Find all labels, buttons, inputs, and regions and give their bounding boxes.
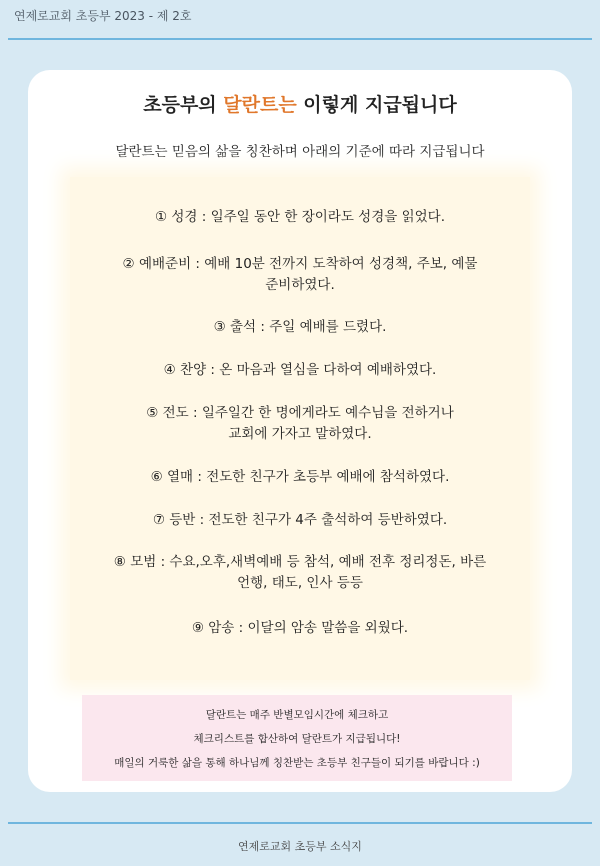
content-card <box>28 70 572 792</box>
criterion-example <box>70 552 530 594</box>
note-line: 달란트는 매주 반별모임시간에 체크하고 <box>205 709 389 721</box>
criterion-line: ① 성경 : 일주일 동안 한 장이라도 성경을 읽었다. <box>154 209 445 225</box>
criterion-line: ⑥ 열매 : 전도한 친구가 초등부 예배에 참석하였다. <box>150 469 450 485</box>
criterion-fruit <box>70 467 530 488</box>
title-prefix: 초등부의 <box>143 94 224 116</box>
criterion-praise <box>70 360 530 381</box>
criterion-evangelism <box>70 403 530 445</box>
criterion-line: ⑧ 모범 : 수요,오후,새벽예배 등 참석, 예배 전후 정리정돈, 바른 <box>113 554 487 570</box>
criterion-registration <box>70 510 530 531</box>
footer-text: 연제로교회 초등부 소식지 <box>238 840 362 853</box>
criterion-line: ⑨ 암송 : 이달의 암송 말씀을 외웠다. <box>191 620 409 636</box>
note-line: 체크리스트를 합산하여 달란트가 지급됩니다! <box>193 733 401 745</box>
title-highlight: 달란트는 <box>223 94 297 116</box>
criterion-line: ⑦ 등반 : 전도한 친구가 4주 출석하여 등반하였다. <box>152 512 448 528</box>
criterion-line: 언행, 태도, 인사 등등 <box>237 575 363 591</box>
note-line: 매일의 거룩한 삶을 통해 하나님께 칭찬받는 초등부 친구들이 되기를 바랍니다 :) <box>114 757 480 769</box>
footer-divider <box>8 822 592 824</box>
page-subtitle: 달란트는 믿음의 삶을 칭찬하며 아래의 기준에 따라 지급됩니다 <box>115 144 485 160</box>
page-title <box>28 90 572 117</box>
criterion-line: ② 예배준비 : 예배 10분 전까지 도착하여 성경책, 주보, 예물 <box>122 256 478 272</box>
criterion-line: 준비하였다. <box>265 277 335 293</box>
criterion-line: ④ 찬양 : 온 마음과 열심을 다하여 예배하였다. <box>163 362 437 378</box>
criterion-line: ③ 출석 : 주일 예배를 드렸다. <box>213 319 387 335</box>
criterion-memorization <box>70 618 530 639</box>
criterion-bible <box>70 207 530 228</box>
criterion-line: 교회에 가자고 말하였다. <box>228 426 372 442</box>
criterion-preparation <box>70 254 530 296</box>
criterion-attendance <box>70 317 530 338</box>
criteria-list <box>70 177 530 680</box>
title-suffix: 이렇게 지급됩니다 <box>296 94 457 116</box>
newsletter-issue-title: 연제로교회 초등부 2023 - 제 2호 <box>14 9 192 23</box>
note-box <box>82 695 512 781</box>
header-divider <box>8 38 592 40</box>
criterion-line: ⑤ 전도 : 일주일간 한 명에게라도 예수님을 전하거나 <box>146 405 454 421</box>
